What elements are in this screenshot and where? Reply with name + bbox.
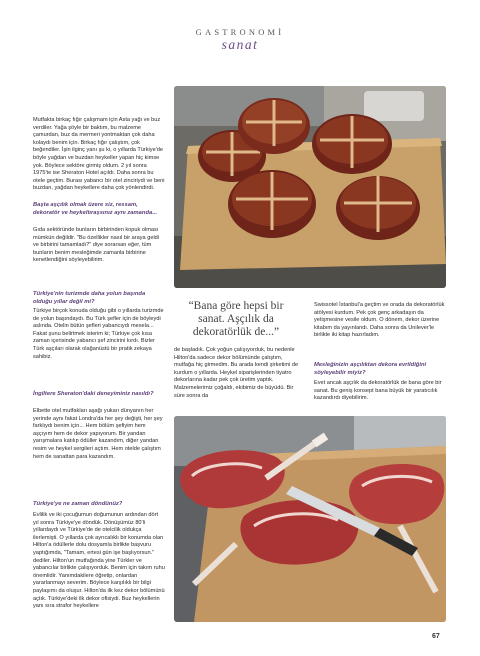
intro-paragraph: Mutfakta birkaç fığır çalışmam için Asta yağı ve buz verdiler. Yağa şöyle bir baktım, bu malzeme çamurdan, buz da mermeri yontmaktan çok daha kolaydı benim için. Birkaç fığır çalıştım, çok beğendiler. İşin ilginç yanı şu ki, o yıllarda Türkiye'de böyle yağdan ve buzdan heykeller yapan hiç kimse yok. Böylece sektöre girmiş oldum. 2 yıl sonra 1975'te ise Sheraton Hotel açıldı. Daha sonra bu otele geçtim. Burası yabancı bir otel zinciriydi ve beni buzdan, yağdan heykellere daha çok yönlendirdi. bbox=[33, 117, 165, 192]
question-4: Türkiye'ye ne zaman döndünüz? bbox=[33, 501, 123, 507]
question-5: Mesleğinizin aşçılıktan dekora evrildiğini söyleyebilir miyiz? bbox=[314, 362, 427, 376]
bread-illustration bbox=[174, 86, 446, 288]
question-2: Türkiye'nin turizmde daha yolun başında olduğu yıllar değil mi? bbox=[33, 291, 146, 305]
answer-5: Evet ancak aşçılık da dekoratörlük de bana göre bir sanat. Bu geniş konsept bana büyük bir yaratıcılık kazandırdı diyebilirim. bbox=[314, 380, 442, 402]
answer-1: Gıda sektöründe bunların birbirinden kopuk olması mümkün değildir. "Bu özellikler nasıl bir araya geldi ve birbirini tamamladı?" diye sorarsan eğer, tüm bunların benim mesleğimde zamanla birbirine kenetlendiğini söyleyebilirim. bbox=[33, 227, 160, 264]
pull-quote: “Bana göre hepsi bir sanat. Aşçılık da dekoratörlük de...” bbox=[188, 300, 284, 338]
meat-illustration bbox=[174, 416, 446, 622]
page-number: 67 bbox=[432, 633, 440, 640]
column-2-paragraph: de başladık. Çok yoğun çalışıyorduk, bu nedenle Hilton'da sadece dekor bölümünde çalıştım, mutfağa hiç girmedim. Bu arada kendi şirketimi de kurdum o yıllarda. Heykel siparişlerinden tiyatro dekorlarına kadar pek çok üretim yaptık. Malzemelerimiz çoğaldı, ekibimiz de büyüdü. Bir süre sonra da bbox=[174, 347, 299, 399]
question-3: İngiltere Sheraton'daki deneyiminiz nasıldı? bbox=[33, 391, 154, 397]
column-3-paragraph: Swissotel İstanbul'a geçtim ve orada da dekoratörlük atölyesi kurdum. Pek çok genç arkadaşın da yetişmesine vesile oldum. O dönem, dekor üzerine kitabım da yayınlandı. Daha sonra da Unilever'le birlikte iki kitap hazırladım. bbox=[314, 302, 445, 339]
answer-2: Türkiye birçok konuda olduğu gibi o yıllarda turizmde de yolun başındaydı. Bu Türk şefler için de böyleydi aslında. Otelin bütün şefleri yabancıydı mesela... Fakat şunu belirtmek isterim ki; Türkiye çok kısa zaman içerisinde yabancı şef zincirini kırdı. Bizler Türk aşçıları olarak olağanüstü bir pratik zekaya sahibiz. bbox=[33, 308, 164, 360]
meat-photo bbox=[174, 416, 446, 622]
question-1: Başta aşçılık olmak üzere siz, ressam, dekoratör ve heykeltıraşsınız aynı zamanda... bbox=[33, 202, 158, 216]
section-subheader: sanat bbox=[221, 37, 259, 52]
answer-3: Elbette otel mutfakları aşağı yukarı dünyanın her yerinde aynı fakat Londra'da her şey değişti, her şey farklıydı benim için... Hem bölüm şefiyim hem aşçıyım hem de dekor yapıyorum. Bir yandan yarışmalara katılıp ödüller kazandım, diğer yandan resim ve heykel sergileri açtım. Hem otelde çalıştım hem de sanattan para kazandım. bbox=[33, 408, 163, 460]
section-header: GASTRONOMİ bbox=[195, 27, 285, 37]
answer-4: Evlilik ve iki çocuğumun doğumunun ardından dört yıl sonra Türkiye'ye döndük. Dönüşümüz 80'li yıllardaydı ve Türkiye'de de otelcilik oldukça ilerlemişti. O yıllarda çok ayrıcalıklı bir konumda olan Hilton'a ödüllerle dolu dosyamla birlikte başvuru yaptığımda, "Tamam, ertesi gün işe başlıyorsun." dediler. Hilton'un mutfağında yine Türkler ve yabancılar birlikte çalışıyorduk. Benim için takım ruhu önemlidir. Yanımdakilere öğretip, onlardan yararlanmayı severim. Böylece karşılıklı bir bilgi paylaşımı da oluşur. Hilton'da ilk kez dekor bölümünü açtık. Türkiye'deki ilk dekor ofisiydi. Buz heykellerin yanı sıra strafor heykellere bbox=[33, 512, 165, 610]
bread-photo bbox=[174, 86, 446, 288]
